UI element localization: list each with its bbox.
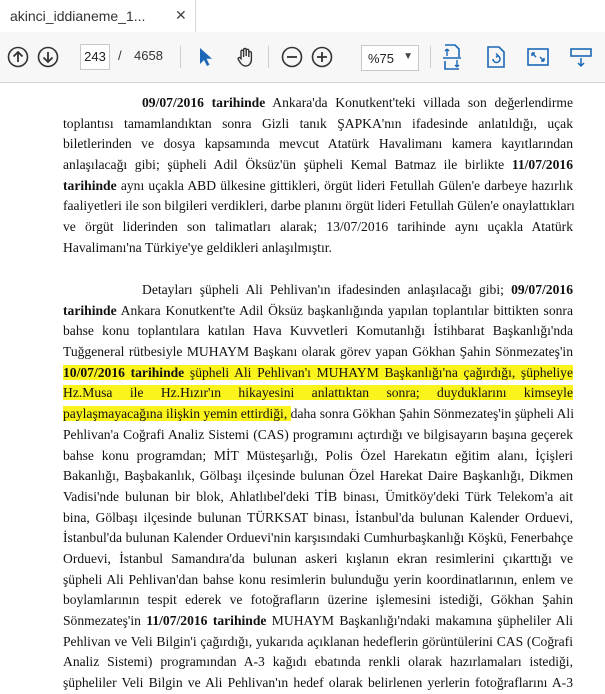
text-run: daha sonra Gökhan Şahin Sönmezateş'in şüpheli Ali (290, 406, 574, 422)
rotate-icon[interactable] (481, 42, 511, 72)
fullscreen-icon[interactable] (523, 42, 553, 72)
text-run: Tuğgeneral rütbesiyle MUHAYM Başkanı olarak görev yapan Gökhan Şahin Sönmezateş'in (63, 344, 573, 360)
zoom-out-icon[interactable] (277, 42, 307, 72)
text-line (63, 508, 573, 529)
text-line (63, 673, 573, 694)
text-line (63, 114, 573, 135)
document-view[interactable] (0, 83, 605, 691)
text-run: 09/07/2016 tarihinde (142, 95, 266, 110)
text-line (63, 321, 573, 342)
text-run: İstanbul'da bulunan Kalender Orduevi'nin karşısındaki Cumhurbaşkanlığı Köşkü, Fenerbahçe (63, 530, 573, 546)
text-run: 09/07/2016 (511, 282, 573, 297)
hand-icon[interactable] (231, 42, 261, 72)
text-line (63, 425, 573, 446)
text-run: aynı uçakla ABD ülkesine gittikleri, örgüt lideri Fetullah Gülen'e darbeye hazırlık (116, 177, 573, 193)
text-line (63, 590, 573, 611)
highlighted-text: Hz.Musa ile Hz.Hızır'ın hikayesini anlattıktan sonra; duyduklarını kimseyle (63, 385, 573, 401)
text-run: bahse konu toplantılara katılan Hava Kuvvetleri Komutanlığı İstihbarat Başkanlığı'nda (63, 323, 573, 339)
text-line (63, 652, 573, 673)
paragraph-2 (63, 280, 573, 694)
text-line (63, 134, 573, 155)
text-run: 11/07/2016 (511, 157, 573, 173)
text-run: faaliyetleri ile son bilgileri verdikleri, darbe planını örgüt lideri Fetullah Gülen'e onaylattıkları (63, 198, 575, 214)
toolbar-divider (180, 46, 181, 68)
text-line (63, 196, 573, 217)
text-run: şüpheli Ali Pehlivan'dan bahse konu resimlerin bulunduğu yerin koordinatlarının, enlem ve (63, 571, 573, 587)
toolbar-toggle-icon[interactable] (566, 42, 596, 72)
arrow-up-icon[interactable] (3, 42, 33, 72)
text-line (63, 363, 573, 384)
arrow-down-icon[interactable] (33, 42, 63, 72)
text-run: Ankara'da Konutkent'teki villada son değerlendirme (265, 95, 573, 110)
text-line (63, 466, 573, 487)
text-run: Pehlivan ve Veli Bilgin'i çağırdığı, yukarıda açıklanan hedeflerin görüntülerini CAS (Coğrafi (63, 633, 573, 649)
text-line (63, 93, 573, 114)
tab-bar (0, 0, 605, 33)
text-run: boylamlarının tespit ederek ve fotoğrafların üzerine işlemesini istediği, Gökhan Şahin (63, 592, 573, 608)
chevron-down-icon: ▼ (403, 51, 413, 62)
text-line (63, 217, 573, 238)
text-run: tarihinde (63, 177, 117, 193)
text-run: Sönmezateş'in (63, 613, 147, 628)
close-tab-icon[interactable]: ✕ (175, 7, 187, 23)
text-line (63, 176, 573, 197)
zoom-value: %75 (368, 51, 395, 66)
text-run: Vadisi'nde bulunan bir blok, Ahlatlıbel'deki TİB binası, Ümitköy'deki Türk Telekom'a ait (63, 488, 573, 504)
pdf-toolbar (0, 32, 605, 83)
text-line (63, 611, 573, 632)
tab-title: akinci_iddianeme_1... (10, 8, 146, 24)
text-line (63, 383, 573, 404)
text-line (63, 632, 573, 653)
toolbar-divider (268, 46, 269, 68)
text-run: anlaşılacağı gibi; şüpheli Adil Öksüz'ün şüpheli Kemal Batmaz ile birlikte (63, 157, 512, 173)
highlighted-text: şüpheli Ali Pehlivan'ı MUHAYM Başkanlığı'na çağırdığı, şüpheliye (184, 364, 574, 380)
fit-height-icon[interactable] (437, 42, 467, 72)
text-run: Orduevi, İstanbul Samandıra'da bulunan askeri kışlanın ekran resimlerini çıkarttığı ve (63, 550, 573, 566)
text-run: şüpheliler Veli Bilgin ve Ali Pehlivan'ın hedef olarak belirlenen yerlerin fotoğraflarını A-3 (63, 675, 573, 691)
text-line (63, 238, 573, 259)
cursor-icon[interactable] (190, 42, 220, 72)
highlighted-text: paylaşmayacağına ilişkin yemin ettirdiği, (63, 406, 291, 422)
text-run: Pehlivan'a Coğrafi Analiz Sistemi (CAS) programını açtırdığı ve bilgisayarın başına geçerek (63, 426, 573, 442)
text-run: MUHAYM Başkanlığı'ndaki makamına şüpheliler Ali (266, 613, 573, 628)
text-run: Havalimanı'na Türkiye'ye geldikleri anlaşılmıştır. (63, 239, 332, 255)
text-run: Ankara Konutkent'te Adil Öksüz başkanlığında yapılan toplantılar bittikten sonra (116, 302, 573, 318)
text-line (63, 446, 573, 467)
text-run: bahse konu programdan; MİT Müsteşarlığı, Polis Özel Harekatın eğitim alanı, İçişleri (63, 447, 573, 463)
text-run: 11/07/2016 tarihinde (146, 613, 267, 628)
text-run: tarihinde (63, 302, 117, 318)
paragraph-1 (63, 93, 573, 259)
text-line (63, 155, 573, 176)
text-run: bina, Gölbaşı ilçesinde bulunan TÜRKSAT binası, İstanbul'da bulunan Kalender Orduevi, (63, 509, 573, 525)
document-tab[interactable] (0, 0, 196, 32)
text-line (63, 570, 573, 591)
zoom-select[interactable] (361, 45, 419, 71)
total-pages: 4658 (134, 48, 163, 63)
text-run: Bakanlığı, Başbakanlık, Gölbaşı ilçesinde bulunan Özel Harekat Daire Başkanlığı, Dikmen (63, 468, 573, 484)
highlighted-text: 10/07/2016 tarihinde (63, 364, 185, 380)
text-line (63, 301, 573, 322)
text-run: ve örgüt liderinden son talimatları alarak; 13/07/2016 tarihinde aynı uçakla Atatürk (63, 219, 573, 235)
text-run: Detayları şüpheli Ali Pehlivan'ın ifadesinden anlaşılacağı gibi; (142, 282, 512, 297)
zoom-in-icon[interactable] (307, 42, 337, 72)
text-line (63, 487, 573, 508)
text-run: toplantısı tamamlandıktan sonra Gizli tanık ŞAPKA'nın ifadesinde anlatıldığı, uçak (63, 115, 573, 131)
text-line (63, 549, 573, 570)
text-line (63, 280, 573, 301)
page-separator: / (118, 48, 122, 63)
text-run: Analiz Sistemi) programından A-3 kağıdı ebatında renkli olarak hazırlamaları istediği, (63, 654, 573, 670)
text-line (63, 342, 573, 363)
page-number-input[interactable] (80, 44, 110, 70)
text-line (63, 404, 573, 425)
text-line (63, 528, 573, 549)
toolbar-divider (430, 46, 431, 68)
text-run: biletlerinden ve dosya kapsamında mevcut Atatürk Havalimanı kamera kayıtlarından (63, 136, 573, 152)
